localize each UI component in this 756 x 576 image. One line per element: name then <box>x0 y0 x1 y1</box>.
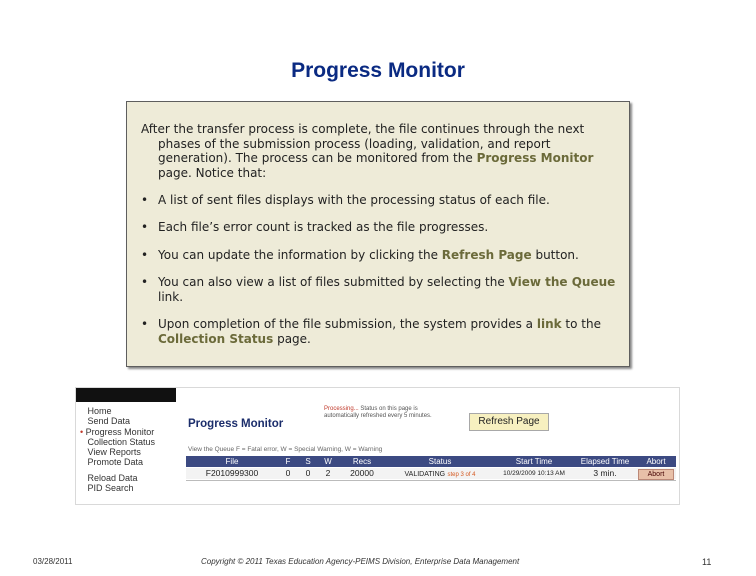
sidebar-item-label: View Reports <box>87 447 141 458</box>
progress-monitor-screenshot <box>75 387 680 505</box>
intro-text: phases of the submission process (loading, validation, and report generation). The process can be monitored from the <box>158 136 551 165</box>
page-title: Progress Monitor <box>291 59 465 82</box>
processing-label: Processing... <box>324 406 359 412</box>
bullet-item <box>141 317 621 346</box>
cell-recs: 20000 <box>350 468 374 478</box>
cell-elapsed-time: 3 min. <box>593 468 617 478</box>
cell-start-time: 10/29/2009 10:13 AM <box>503 470 565 477</box>
sidebar-item-label: Send Data <box>87 416 131 427</box>
header-status: Status <box>428 457 452 466</box>
active-marker-icon: • <box>80 426 84 437</box>
bullet-text-part: link. <box>158 289 184 304</box>
sidebar-item-promote-data[interactable] <box>80 457 155 467</box>
header-elapsed-time: Elapsed Time <box>580 457 630 466</box>
status-step: step 3 of 4 <box>447 472 476 478</box>
bullet-text <box>141 275 621 304</box>
page-number: 11 <box>702 557 712 567</box>
bullet-item <box>141 193 621 208</box>
bullet-text-part: button. <box>535 248 579 262</box>
bullet-text-part: to the <box>565 317 601 331</box>
header-special-warning: S <box>305 457 311 466</box>
cell-status <box>386 468 494 479</box>
sidebar-item-send-data[interactable] <box>80 416 155 426</box>
bullet-icon: • <box>141 317 149 331</box>
footer-date: 03/28/2011 <box>33 557 73 566</box>
table-header <box>186 456 676 467</box>
processing-note <box>324 406 444 420</box>
collection-status-highlight: Collection Status <box>158 331 274 346</box>
cell-special-warning: 0 <box>305 468 311 478</box>
bullet-icon: • <box>141 193 149 207</box>
info-box <box>126 101 630 367</box>
cell-fatal: 0 <box>285 468 291 478</box>
bullet-text: A list of sent files displays with the processing status of each file. <box>158 193 550 207</box>
header-file: File <box>225 457 239 466</box>
footer-copyright: Copyright © 2011 Texas Education Agency-PEIMS Division, Enterprise Data Management <box>201 557 520 566</box>
sidebar-item-label: Collection Status <box>87 436 156 447</box>
progress-monitor-highlight: Progress Monitor <box>476 151 594 165</box>
processing-text: Status on this page is automatically refreshed every 5 minutes. <box>324 406 432 419</box>
sidebar-item-label: PID Search <box>87 483 134 494</box>
refresh-page-highlight: Refresh Page <box>441 248 532 262</box>
sidebar-item-reload-data[interactable] <box>80 473 155 483</box>
cell-file: F2010999300 <box>205 468 259 478</box>
bullet-icon: • <box>141 220 149 234</box>
header-start-time: Start Time <box>515 457 553 466</box>
sidebar-item-label: Progress Monitor <box>85 426 155 437</box>
bullet-text-part: page. <box>277 331 311 346</box>
header-recs: Recs <box>352 457 372 466</box>
bullet-item <box>141 248 621 263</box>
panel-title: Progress Monitor <box>188 418 284 430</box>
sidebar-item-view-reports[interactable] <box>80 447 155 457</box>
sidebar-item-pid-search[interactable] <box>80 483 155 493</box>
abort-button[interactable]: Abort <box>638 469 674 480</box>
bullet-text-part: Upon completion of the file submission, the system provides a <box>158 317 534 331</box>
bullet-text-part: You can also view a list of files submitted by selecting the <box>158 275 505 289</box>
header-fatal: F <box>285 457 291 466</box>
bullet-text: Each file’s error count is tracked as the file progresses. <box>158 220 489 234</box>
sidebar-item-label: Promote Data <box>87 457 144 468</box>
bullet-icon: • <box>141 275 149 289</box>
sidebar-item-progress-monitor[interactable] <box>80 427 155 437</box>
sidebar-item-label: Home <box>87 406 112 416</box>
sidebar-nav <box>80 406 155 493</box>
intro-continuation <box>141 137 619 181</box>
header-warning: W <box>324 457 332 466</box>
sidebar-item-collection-status[interactable] <box>80 437 155 447</box>
table-row <box>186 468 676 479</box>
sidebar-item-label: Reload Data <box>87 472 138 483</box>
table-divider <box>186 480 676 481</box>
bullet-icon: • <box>141 248 149 262</box>
bullet-item <box>141 220 621 235</box>
bullet-text-part: You can update the information by clicking the <box>158 248 438 262</box>
status-text: VALIDATING <box>404 471 446 478</box>
header-abort: Abort <box>646 457 666 466</box>
view-the-queue-highlight: View the Queue <box>508 275 616 289</box>
bullet-text <box>141 248 621 263</box>
sidebar-item-home[interactable] <box>80 406 155 416</box>
cell-warning: 2 <box>325 468 331 478</box>
bullet-text <box>141 317 621 346</box>
progress-monitor-panel <box>184 406 674 502</box>
intro-text-end: page. Notice that: <box>158 165 267 180</box>
queue-legend: View the Queue F = Fatal error, W = Special Warning, W = Warning <box>188 446 383 453</box>
link-highlight: link <box>536 317 562 331</box>
header-bar <box>76 388 176 402</box>
intro-paragraph <box>141 122 619 180</box>
refresh-page-button[interactable]: Refresh Page <box>469 413 549 431</box>
bullet-item <box>141 275 621 304</box>
intro-line-1: After the transfer process is complete, the file continues through the next <box>141 122 585 136</box>
